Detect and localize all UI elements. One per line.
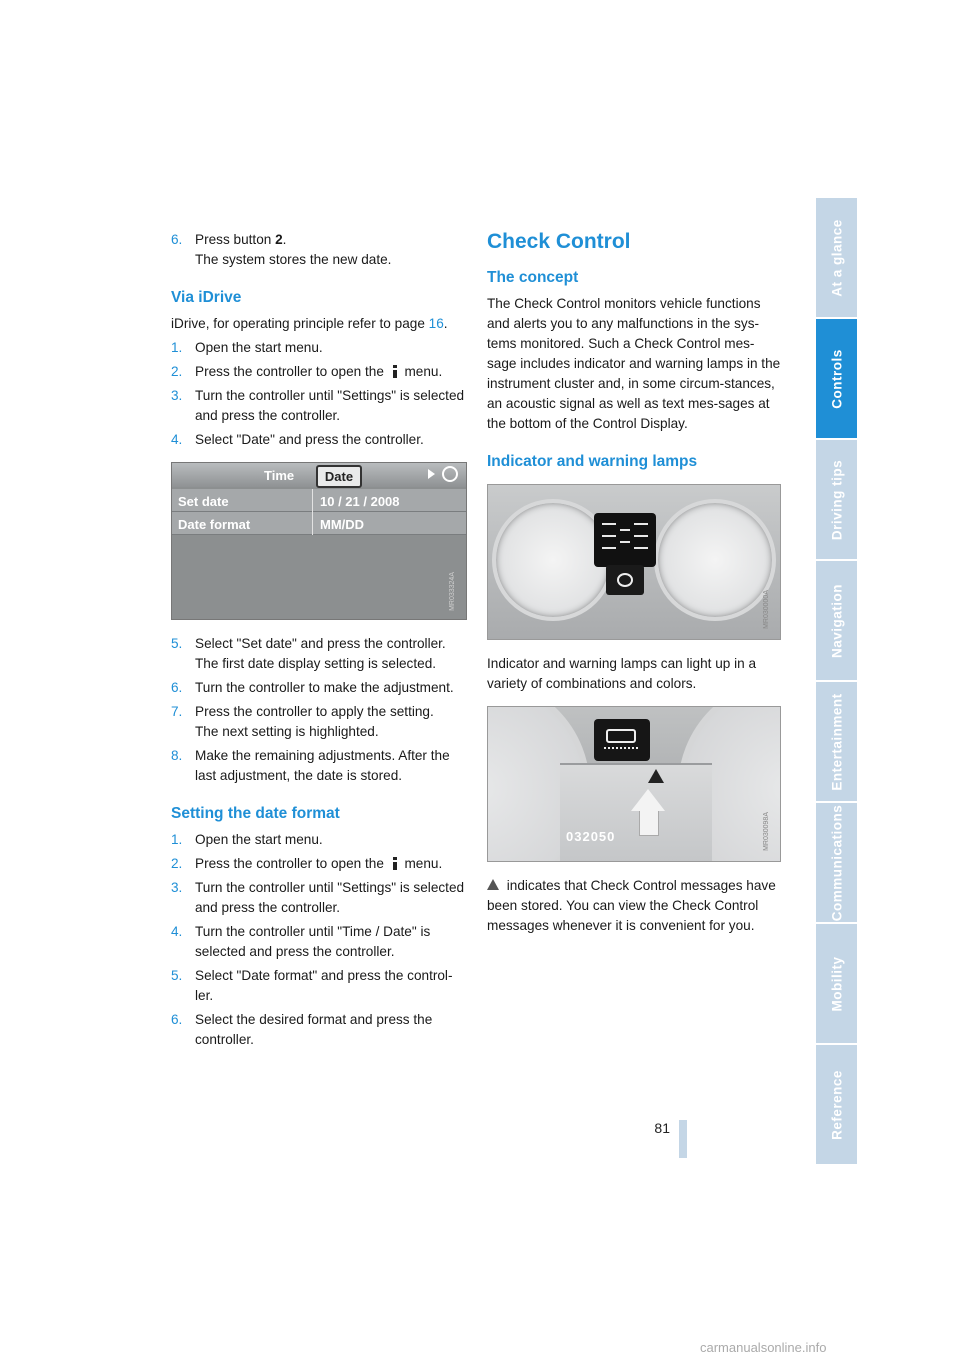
list-item: 8. Make the remaining adjustments. After the last adjustment, the date is stored. bbox=[171, 748, 450, 783]
date-format-heading: Setting the date format bbox=[171, 805, 340, 822]
right-column bbox=[487, 230, 781, 940]
figure-code: MR033324A bbox=[449, 572, 456, 611]
tab-controls[interactable]: Controls bbox=[816, 319, 857, 438]
list-item: 6. Select the desired format and press the controller. bbox=[171, 1012, 433, 1047]
list-item: 2. Press the controller to open the menu. bbox=[171, 856, 443, 871]
screen-title: Time bbox=[264, 468, 295, 483]
list-item: 1. Open the start menu. bbox=[171, 340, 323, 355]
step-subtext: The system stores the new date. bbox=[195, 252, 392, 267]
step-number: 6. bbox=[171, 232, 183, 247]
info-menu-icon bbox=[392, 365, 397, 378]
list-item: 4. Turn the controller until "Time / Date" is selected and press the controller. bbox=[171, 924, 431, 959]
concept-text: The Check Control monitors vehicle functions and alerts you to any malfunctions in the sys-tems monitored. Such a Check Control mes-sage includes indicator and warning lamps in the instrument cluster and, in some circum-stances, an acoustic signal as well as text mes-sages at the bottom of the Control Display. bbox=[487, 296, 781, 431]
page-number: 81 bbox=[654, 1120, 670, 1136]
watermark: carmanualsonline.info bbox=[700, 1340, 827, 1355]
lamp-icon bbox=[617, 573, 633, 587]
figure-code: MR030000A bbox=[763, 590, 770, 629]
via-idrive-heading: Via iDrive bbox=[171, 289, 242, 306]
list-item: 3. Turn the controller until "Settings" is selected and press the controller. bbox=[171, 388, 465, 423]
warning-lamp-panel bbox=[594, 513, 656, 567]
step-6-press-button bbox=[171, 230, 467, 270]
figure-code: MR030098A bbox=[763, 812, 770, 851]
button-number: 2 bbox=[275, 232, 283, 247]
oil-warning-lamp bbox=[594, 719, 650, 761]
page-title: Check Control bbox=[487, 230, 631, 253]
tab-communications[interactable]: Communications bbox=[816, 803, 857, 922]
list-item: 5. Select "Set date" and press the controller. The first date display setting is selected. bbox=[171, 636, 446, 671]
section-tabs bbox=[816, 198, 857, 1166]
tab-mobility[interactable]: Mobility bbox=[816, 924, 857, 1043]
tab-reference[interactable]: Reference bbox=[816, 1045, 857, 1164]
oil-can-icon bbox=[606, 729, 636, 743]
warning-triangle-icon bbox=[648, 769, 664, 783]
lamps-text: Indicator and warning lamps can light up in a variety of combinations and colors. bbox=[487, 656, 757, 691]
list-item: 4. Select "Date" and press the controller. bbox=[171, 432, 424, 447]
lamps-heading: Indicator and warning lamps bbox=[487, 453, 698, 470]
page-marker bbox=[679, 1120, 687, 1158]
tab-driving-tips[interactable]: Driving tips bbox=[816, 440, 857, 559]
stored-messages-text: indicates that Check Control messages have been stored. You can view the Check Control messages whenever it is convenient for you. bbox=[487, 878, 776, 933]
list-item: 1. Open the start menu. bbox=[171, 832, 323, 847]
list-item: 3. Turn the controller until "Settings" is selected and press the controller. bbox=[171, 880, 465, 915]
display-panel bbox=[560, 763, 712, 862]
warning-triangle-icon bbox=[487, 879, 499, 890]
concept-heading: The concept bbox=[487, 269, 579, 286]
step-text: Press button bbox=[195, 232, 276, 247]
list-item: 5. Select "Date format" and press the control-ler. bbox=[171, 968, 453, 1003]
info-circle-icon bbox=[442, 466, 458, 482]
check-control-photo bbox=[487, 706, 781, 862]
tab-at-a-glance[interactable]: At a glance bbox=[816, 198, 857, 317]
left-column bbox=[171, 230, 467, 1054]
arrow-right-icon bbox=[428, 469, 435, 479]
odometer-readout: 032050 bbox=[566, 829, 616, 844]
step-tail: . bbox=[282, 232, 287, 247]
set-date-row[interactable]: Set date 10 / 21 / 2008 bbox=[172, 489, 466, 512]
via-idrive-intro: iDrive, for operating principle refer to page 16. bbox=[171, 316, 448, 331]
arrow-up-icon bbox=[631, 789, 665, 811]
instrument-cluster-photo bbox=[487, 484, 781, 640]
tab-navigation[interactable]: Navigation bbox=[816, 561, 857, 680]
list-item: 2. Press the controller to open the menu. bbox=[171, 364, 443, 379]
date-format-row[interactable]: Date format MM/DD bbox=[172, 512, 466, 535]
tab-entertainment[interactable]: Entertainment bbox=[816, 682, 857, 801]
list-item: 7. Press the controller to apply the setting. The next setting is highlighted. bbox=[171, 704, 434, 739]
page-link[interactable]: 16 bbox=[428, 316, 444, 331]
idrive-date-screen bbox=[171, 462, 467, 620]
info-menu-icon bbox=[392, 857, 397, 870]
list-item: 6. Turn the controller to make the adjustment. bbox=[171, 680, 454, 695]
tab-date[interactable]: Date bbox=[316, 465, 362, 488]
indicator-lamp bbox=[606, 565, 644, 595]
